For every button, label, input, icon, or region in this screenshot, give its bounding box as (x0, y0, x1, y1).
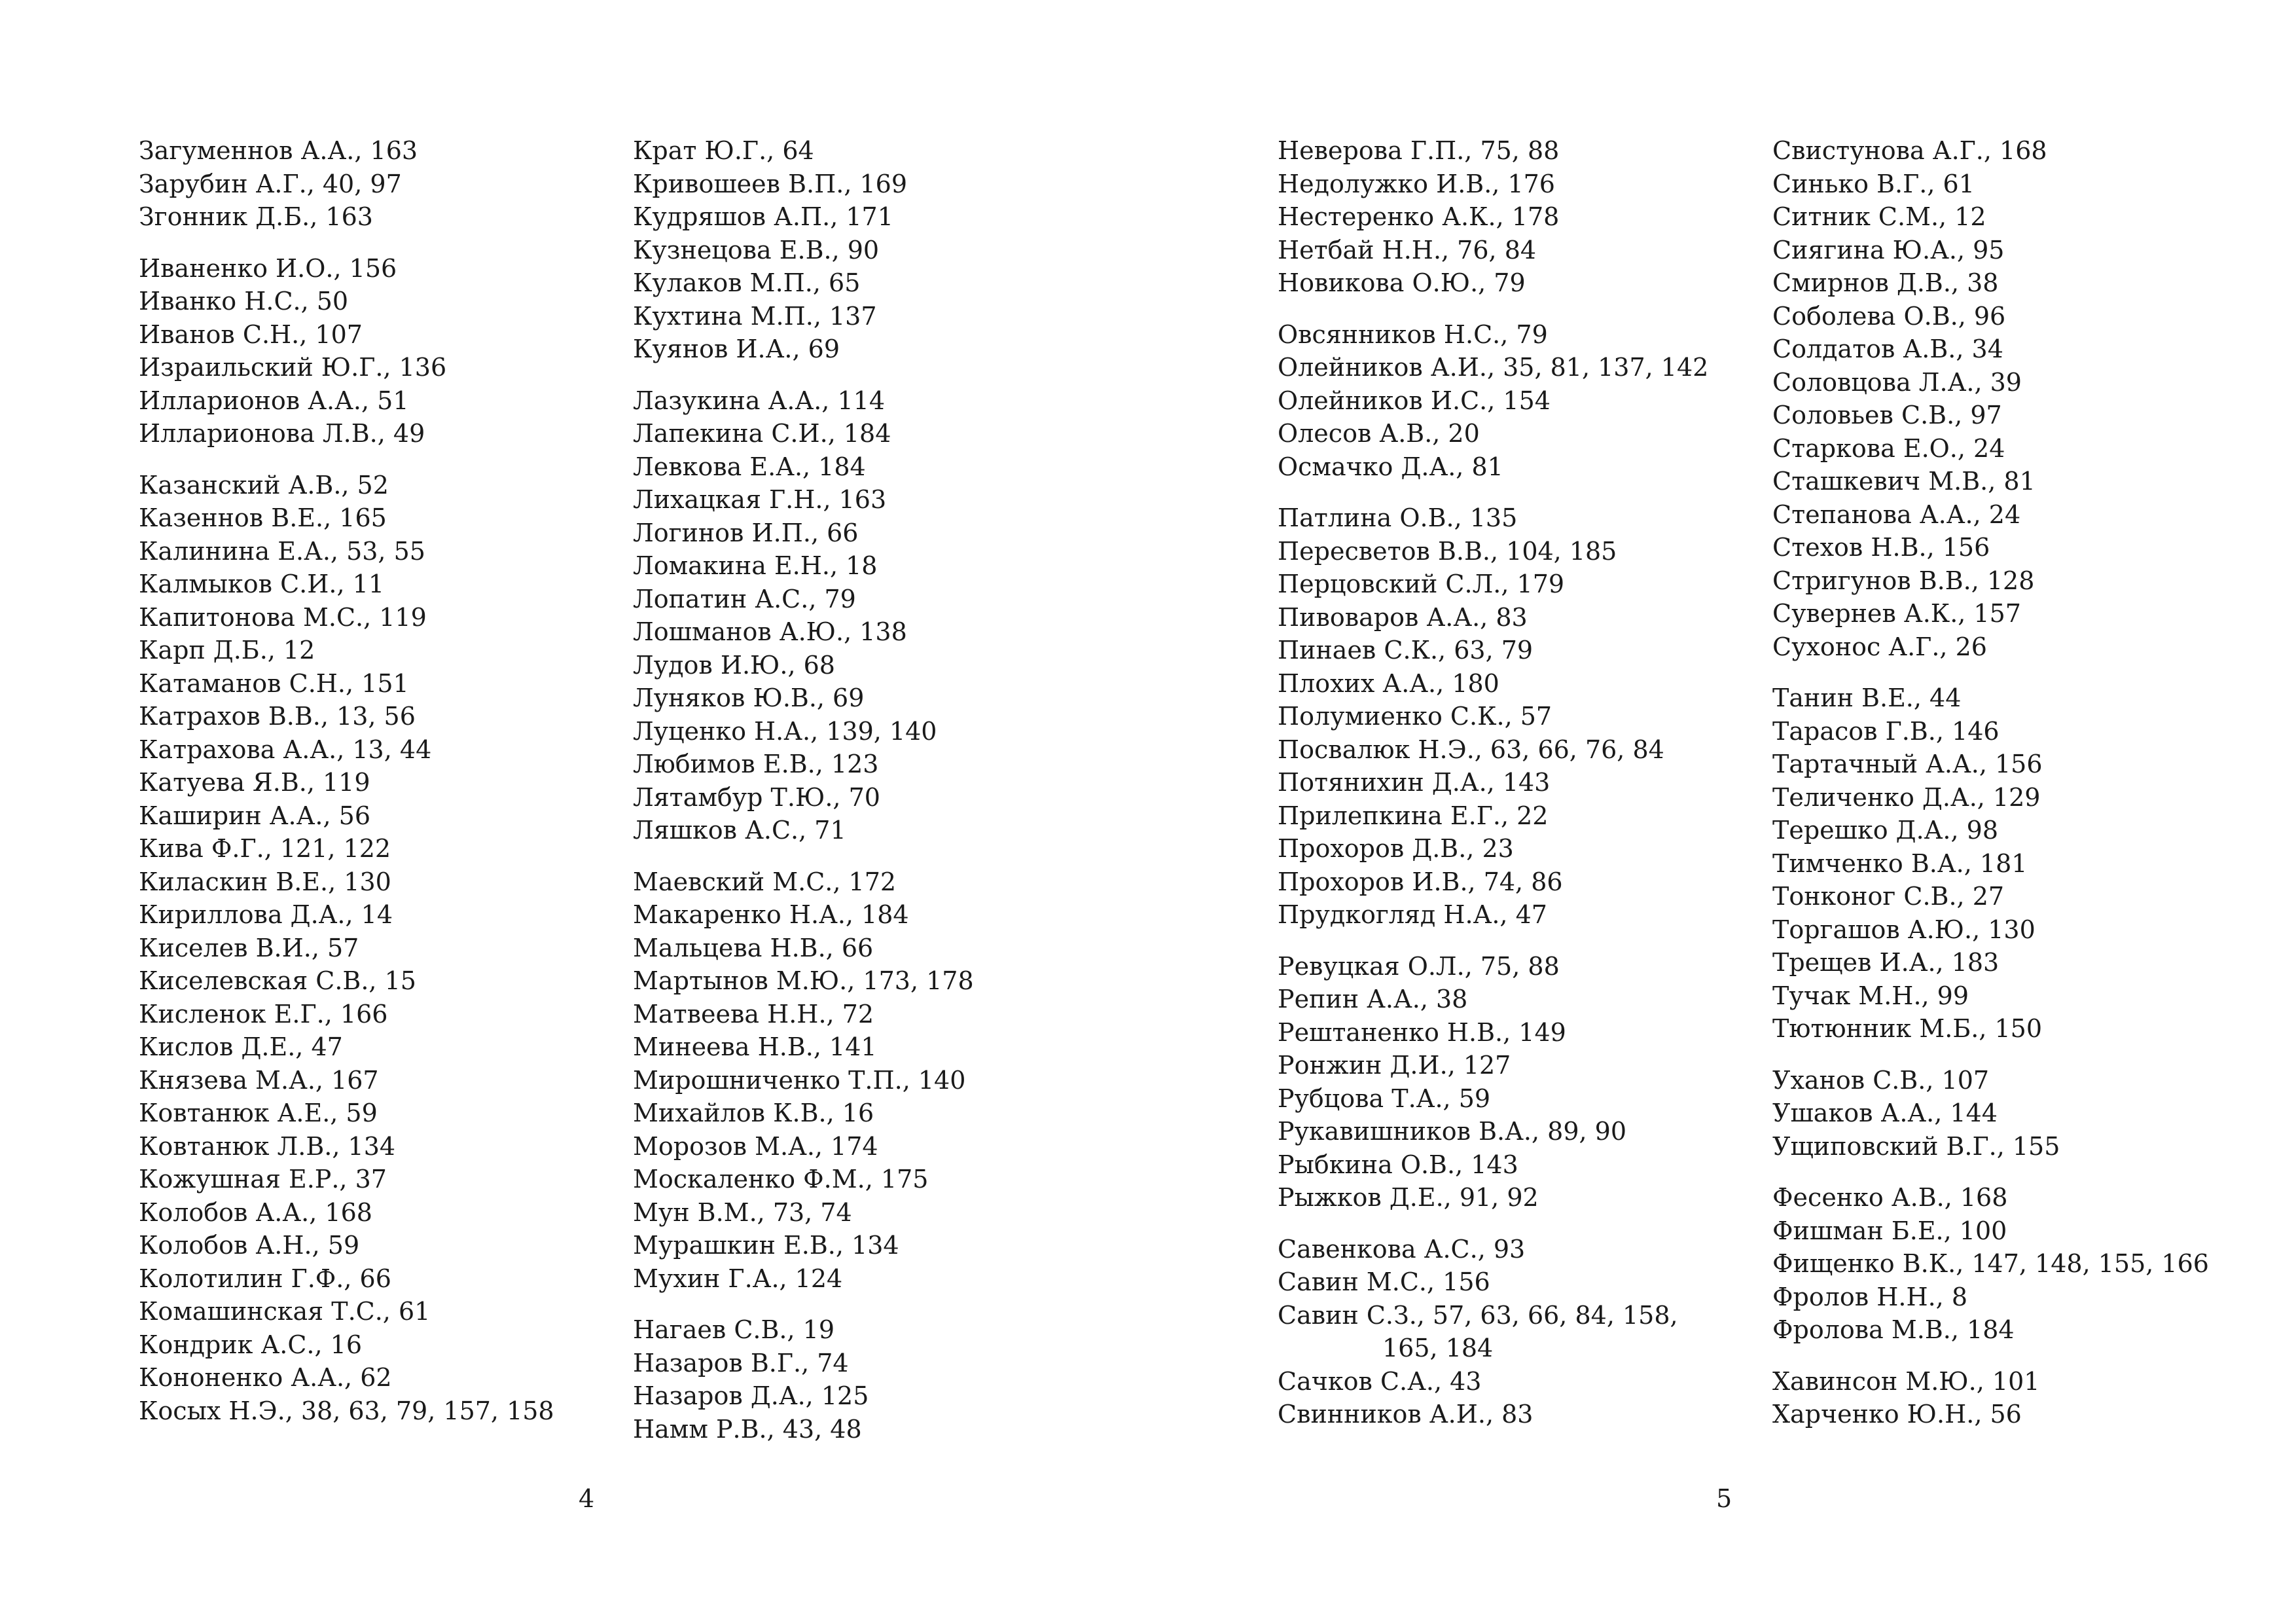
index-entry: Кононенко А.А., 62 (139, 1363, 392, 1392)
index-entry: Катуева Я.В., 119 (139, 768, 370, 797)
index-entry: Плохих А.А., 180 (1278, 668, 1499, 698)
left-page-column-2 (633, 134, 974, 1464)
index-entry: Калмыков С.И., 11 (139, 570, 384, 598)
index-entry: Прудкогляд Н.А., 47 (1278, 900, 1547, 929)
index-entry: Трещев И.А., 183 (1772, 948, 2000, 977)
index-entry: Лазукина А.А., 114 (633, 386, 885, 415)
index-entry: Ковтанюк Л.В., 134 (139, 1131, 396, 1161)
index-entry: Рыжков Д.Е., 91, 92 (1278, 1183, 1539, 1212)
index-entry: Сташкевич М.В., 81 (1772, 467, 2036, 496)
index-entry: Нетбай Н.Н., 76, 84 (1278, 235, 1537, 264)
index-entry: Тимченко В.А., 181 (1772, 848, 2028, 878)
index-entry: Кисленок Е.Г., 166 (139, 999, 388, 1029)
index-entry: Лихацкая Г.Н., 163 (633, 485, 887, 514)
index-group-p (1278, 501, 1708, 932)
index-entry: Иваненко И.О., 156 (139, 253, 397, 283)
index-entry: Макаренко Н.А., 184 (633, 900, 909, 929)
index-group-f (1772, 1181, 2209, 1347)
index-entry: Князева М.А., 167 (139, 1065, 379, 1095)
index-group-n (633, 1313, 974, 1446)
index-entry: Кива Ф.Г., 121, 122 (139, 834, 391, 863)
index-entry: Перцовский С.Л., 179 (1278, 570, 1565, 598)
index-entry: Олесов А.В., 20 (1278, 419, 1480, 448)
index-entry: Тучак М.Н., 99 (1772, 981, 1969, 1010)
index-entry: Олейников И.С., 154 (1278, 386, 1551, 415)
index-entry: Стехов Н.В., 156 (1772, 533, 1990, 562)
index-entry: Ронжин Д.И., 127 (1278, 1051, 1511, 1080)
index-entry: Фишман Б.Е., 100 (1772, 1216, 2007, 1245)
index-entry: Терешко Д.А., 98 (1772, 816, 1999, 845)
index-entry: Луняков Ю.В., 69 (633, 684, 865, 712)
index-entry: Рештаненко Н.В., 149 (1278, 1017, 1566, 1047)
index-entry: Иванов С.Н., 107 (139, 319, 363, 349)
index-entry: Мартынов М.Ю., 173, 178 (633, 966, 974, 995)
index-entry: Тютюнник М.Б., 150 (1772, 1014, 2043, 1043)
index-entry: Казанский А.В., 52 (139, 470, 389, 500)
index-entry: Сиягина Ю.А., 95 (1772, 235, 2005, 264)
index-entry: Репин А.А., 38 (1278, 985, 1468, 1013)
index-entry: Солдатов А.В., 34 (1772, 335, 2003, 363)
index-entry: Рукавишников В.А., 89, 90 (1278, 1117, 1627, 1146)
index-entry: Мурашкин Е.В., 134 (633, 1231, 899, 1260)
left-page-column-1 (139, 134, 554, 1446)
index-entry: Савенкова А.С., 93 (1278, 1234, 1526, 1264)
index-entry: Карп Д.Б., 12 (139, 636, 315, 665)
index-entry: Казеннов В.Е., 165 (139, 503, 387, 532)
index-entry: Кислов Д.Е., 47 (139, 1032, 343, 1061)
index-entry: Хавинсон М.Ю., 101 (1772, 1366, 2040, 1396)
index-entry: Смирнов Д.В., 38 (1772, 268, 1999, 297)
index-entry: Лошманов А.Ю., 138 (633, 617, 907, 646)
index-entry: Мальцева Н.В., 66 (633, 933, 874, 962)
index-entry: Колотилин Г.Ф., 66 (139, 1264, 391, 1293)
index-entry: Посвалюк Н.Э., 63, 66, 76, 84 (1278, 735, 1664, 764)
index-group-k2 (633, 134, 974, 366)
index-entry: Фролов Н.Н., 8 (1772, 1282, 1968, 1311)
index-entry: Соболева О.В., 96 (1772, 301, 2006, 331)
index-entry: Киселев В.И., 57 (139, 933, 359, 962)
index-entry: Нестеренко А.К., 178 (1278, 202, 1560, 231)
index-entry: Фищенко В.К., 147, 148, 155, 166 (1772, 1249, 2209, 1278)
index-entry: Пинаев С.К., 63, 79 (1278, 636, 1534, 665)
index-entry: Лятамбур Т.Ю., 70 (633, 782, 880, 812)
index-entry: Олейников А.И., 35, 81, 137, 142 (1278, 353, 1709, 382)
index-entry: Тарасов Г.В., 146 (1772, 716, 2000, 746)
index-entry: Ломакина Е.Н., 18 (633, 551, 878, 580)
index-entry: Уханов С.В., 107 (1772, 1065, 1990, 1095)
index-entry: Иванко Н.С., 50 (139, 287, 349, 316)
index-entry: Ущиповский В.Г., 155 (1772, 1131, 2060, 1161)
right-page-column-1 (1278, 134, 1708, 1450)
index-entry: Ковтанюк А.Е., 59 (139, 1099, 378, 1127)
index-entry: Зарубин А.Г., 40, 97 (139, 169, 402, 198)
index-entry: Калинина Е.А., 53, 55 (139, 536, 425, 566)
index-entry: Косых Н.Э., 38, 63, 79, 157, 158 (139, 1396, 554, 1425)
index-entry: Пересветов В.В., 104, 185 (1278, 536, 1617, 566)
index-entry: Сувернев А.К., 157 (1772, 599, 2021, 628)
index-entry: Любимов Е.В., 123 (633, 750, 879, 778)
index-entry: Кухтина М.П., 137 (633, 301, 877, 331)
index-entry: Свистунова А.Г., 168 (1772, 136, 2047, 165)
page-number-left: 4 (579, 1484, 595, 1513)
index-entry: Маевский М.С., 172 (633, 867, 897, 896)
index-group-s2 (1772, 134, 2209, 663)
page-number-right: 5 (1716, 1484, 1732, 1513)
index-entry: Кузнецова Е.В., 90 (633, 235, 880, 264)
index-entry: Згонник Д.Б., 163 (139, 202, 373, 231)
index-entry: Израильский Ю.Г., 136 (139, 353, 447, 382)
index-entry: Неверова Г.П., 75, 88 (1278, 136, 1560, 165)
index-entry: Кривошеев В.П., 169 (633, 169, 908, 198)
index-entry: Каширин А.А., 56 (139, 801, 371, 830)
index-entry: Москаленко Ф.М., 175 (633, 1165, 929, 1194)
index-entry: Соловцова Л.А., 39 (1772, 367, 2022, 397)
index-group-i (139, 252, 554, 450)
index-entry: Фесенко А.В., 168 (1772, 1183, 2008, 1212)
index-entry: Катрахова А.А., 13, 44 (139, 735, 432, 764)
index-entry: Кожушная Е.Р., 37 (139, 1165, 387, 1194)
index-entry: Кудряшов А.П., 171 (633, 202, 893, 231)
index-entry: Прохоров И.В., 74, 86 (1278, 867, 1563, 896)
index-entry: Капитонова М.С., 119 (139, 602, 427, 632)
index-entry: Куянов И.А., 69 (633, 335, 840, 363)
index-entry: Лудов И.Ю., 68 (633, 650, 835, 680)
index-entry: Прохоров Д.В., 23 (1278, 834, 1514, 863)
index-entry: Катаманов С.Н., 151 (139, 668, 409, 698)
index-entry: Патлина О.В., 135 (1278, 503, 1518, 532)
index-entry: Ушаков А.А., 144 (1772, 1099, 1998, 1127)
index-entry: Лопатин А.С., 79 (633, 584, 856, 613)
index-entry: Кулаков М.П., 65 (633, 268, 861, 297)
index-entry: Намм Р.В., 43, 48 (633, 1414, 862, 1444)
index-entry: Старкова Е.О., 24 (1772, 433, 2005, 463)
index-entry: Савин С.З., 57, 63, 66, 84, 158, (1278, 1300, 1678, 1330)
index-entry: Тартачный А.А., 156 (1772, 750, 2043, 778)
right-page-column-2 (1772, 134, 2209, 1450)
index-entry: Полумиенко С.К., 57 (1278, 702, 1552, 731)
index-entry: Киселевская С.В., 15 (139, 966, 416, 995)
index-entry: Мирошниченко Т.П., 140 (633, 1065, 966, 1095)
index-entry: Кириллова Д.А., 14 (139, 900, 393, 929)
index-entry: Синько В.Г., 61 (1772, 169, 1975, 198)
index-entry: Лапекина С.И., 184 (633, 419, 891, 448)
index-entry: Колобов А.А., 168 (139, 1197, 372, 1227)
index-group-s (1278, 1233, 1708, 1431)
index-entry: Стригунов В.В., 128 (1772, 566, 2035, 595)
index-entry: Левкова Е.А., 184 (633, 452, 866, 481)
index-group-o (1278, 318, 1708, 484)
index-entry: Савин М.С., 156 (1278, 1267, 1490, 1296)
index-entry: Михайлов К.В., 16 (633, 1099, 874, 1127)
index-entry: Комашинская Т.С., 61 (139, 1297, 431, 1326)
index-entry: Свинников А.И., 83 (1278, 1400, 1534, 1429)
index-entry: Мун В.М., 73, 74 (633, 1197, 852, 1227)
index-entry: Крат Ю.Г., 64 (633, 136, 814, 165)
index-group-l (633, 384, 974, 847)
index-entry: Катрахов В.В., 13, 56 (139, 702, 416, 731)
index-entry: Харченко Ю.Н., 56 (1772, 1400, 2022, 1429)
index-entry-continuation: 165, 184 (1382, 1334, 1494, 1362)
index-entry: Потянихин Д.А., 143 (1278, 768, 1551, 797)
index-entry: Кондрик А.С., 16 (139, 1330, 363, 1359)
index-entry: Нагаев С.В., 19 (633, 1315, 834, 1344)
index-entry: Морозов М.А., 174 (633, 1131, 878, 1161)
index-entry: Мухин Г.А., 124 (633, 1264, 843, 1293)
index-entry: Осмачко Д.А., 81 (1278, 452, 1503, 481)
index-entry: Тонконог С.В., 27 (1772, 882, 2005, 911)
index-entry: Ляшков А.С., 71 (633, 816, 846, 845)
index-entry: Илларионова Л.В., 49 (139, 419, 425, 448)
index-group-k (139, 469, 554, 1428)
index-entry: Логинов И.П., 66 (633, 518, 859, 547)
index-entry: Луценко Н.А., 139, 140 (633, 716, 937, 746)
index-entry: Торгашов А.Ю., 130 (1772, 915, 2036, 944)
index-entry: Прилепкина Е.Г., 22 (1278, 801, 1549, 830)
index-entry: Недолужко И.В., 176 (1278, 169, 1555, 198)
index-entry: Назаров Д.А., 125 (633, 1381, 869, 1410)
index-group-m (633, 866, 974, 1296)
index-group-h (1772, 1365, 2209, 1431)
index-entry: Сухонос А.Г., 26 (1772, 632, 1987, 661)
index-group-n2 (1278, 134, 1708, 300)
index-entry: Теличенко Д.А., 129 (1772, 782, 2041, 812)
index-entry: Ревуцкая О.Л., 75, 88 (1278, 951, 1560, 981)
index-entry: Степанова А.А., 24 (1772, 500, 2021, 529)
index-entry: Илларионов А.А., 51 (139, 386, 409, 415)
index-entry: Пивоваров А.А., 83 (1278, 602, 1528, 632)
index-entry: Минеева Н.В., 141 (633, 1032, 877, 1061)
index-entry: Танин В.Е., 44 (1772, 684, 1962, 712)
index-group-r (1278, 950, 1708, 1214)
index-entry: Ситник С.М., 12 (1772, 202, 1986, 231)
index-entry: Назаров В.Г., 74 (633, 1348, 849, 1377)
index-entry: Сачков С.А., 43 (1278, 1366, 1482, 1396)
index-group-z (139, 134, 554, 234)
index-group-t (1772, 682, 2209, 1046)
index-entry: Матвеева Н.Н., 72 (633, 999, 874, 1029)
index-entry: Овсянников Н.С., 79 (1278, 319, 1548, 349)
index-entry: Фролова М.В., 184 (1772, 1315, 2015, 1344)
index-entry: Киласкин В.Е., 130 (139, 867, 391, 896)
index-entry: Новикова О.Ю., 79 (1278, 268, 1526, 297)
index-entry: Соловьев С.В., 97 (1772, 401, 2002, 429)
index-entry: Колобов А.Н., 59 (139, 1231, 360, 1260)
index-entry: Рыбкина О.В., 143 (1278, 1150, 1518, 1179)
index-group-u (1772, 1064, 2209, 1163)
index-entry: Загуменнов А.А., 163 (139, 136, 418, 165)
index-entry: Рубцова Т.А., 59 (1278, 1084, 1491, 1113)
